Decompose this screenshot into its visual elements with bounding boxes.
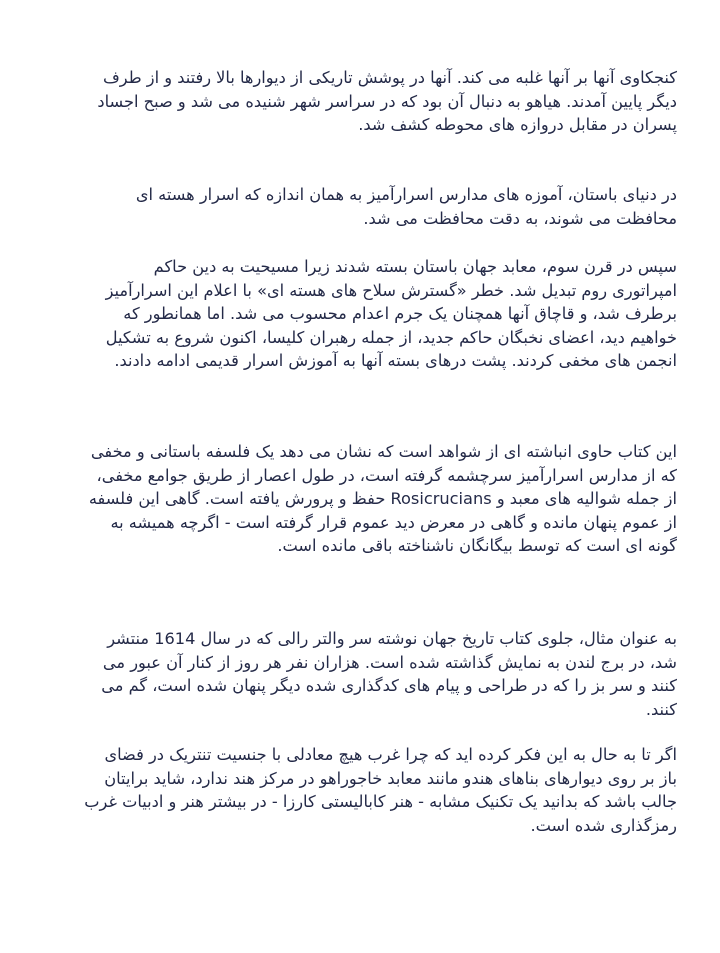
paragraph-4: این کتاب حاوی انباشته ای از شواهد است که نشان می دهد یک فلسفه باستانی و مخفی که از مدارس اسرارآمیز سرچشمه گرفته است، در طول اعصار از طریق جوامع مخفی، از جمله شوالیه های معبد و Rosicrucians حفظ و پرورش یافته است. گاهی این فلسفه از عموم پنهان مانده و گاهی در معرض دید عموم قرار گرفته است - اگرچه همیشه به گونه ای است که توسط بیگانگان ناشناخته باقی مانده است. — [88, 442, 677, 556]
paragraph-6: اگر تا به حال به این فکر کرده اید که چرا غرب هیچ معادلی با جنسیت تنتریک در فضای باز بر روی دیوارهای بناهای هندو مانند معابد خاجوراهو در مرکز هند ندارد، شاید برایتان جالب باشد که بدانید یک تکنیک مشابه - هنر کابالیستی کارزا - در بیشتر هنر و ادبیات غرب رمزگذاری شده است. — [84, 745, 677, 835]
paragraph-3: سپس در قرن سوم، معابد جهان باستان بسته شدند زیرا مسیحیت به دین حاکم امپراتوری روم تبدیل شد. خطر «گسترش سلاح های هسته ای» با اعلام این اسرارآمیز برطرف شد، و قاچاق آنها همچنان یک جرم اعدام محسوب می شد. اما همانطور که خواهیم دید، اعضای نخبگان حاکم جدید، از جمله رهبران کلیسا، اکنون شروع به تشکیل انجمن های مخفی کردند. پشت درهای بسته آنها به آموزش اسرار قدیمی ادامه دادند. — [105, 257, 677, 371]
paragraph-2: در دنیای باستان، آموزه های مدارس اسرارآمیز به همان اندازه که اسرار هسته ای محافظت می شوند، به دقت محافظت می شد. — [135, 185, 677, 228]
paragraph-5: به عنوان مثال، جلوی کتاب تاریخ جهان نوشته سر والتر رالی که در سال 1614 منتشر شد، در برج لندن به نمایش گذاشته شده است. هزاران نفر هر روز از کنار آن عبور می کنند و سر بز را که در طراحی و پیام های کدگذاری شده دیگر پنهان شده است، گم می کنند. — [101, 629, 677, 719]
paragraph-1: کنجکاوی آنها بر آنها غلبه می کند. آنها در پوشش تاریکی از دیوارها بالا رفتند و از طرف دیگر پایین آمدند. هیاهو به دنبال آن بود که در سراسر شهر شنیده می شد و صبح اجساد پسران در مقابل دروازه های محوطه کشف شد. — [97, 68, 677, 135]
